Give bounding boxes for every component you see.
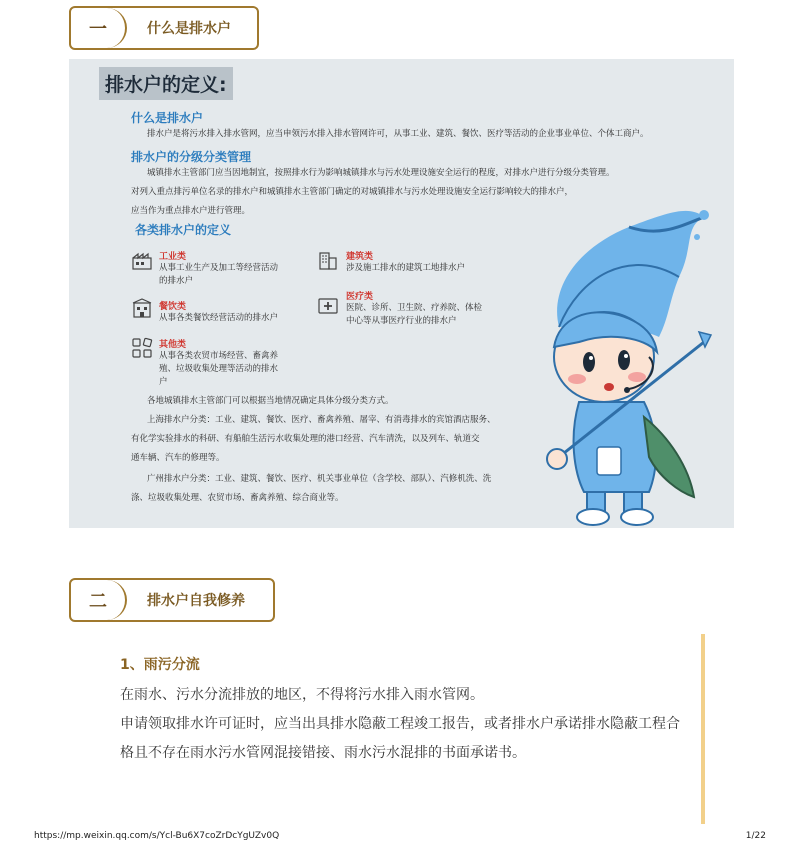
- section-number: 二: [71, 580, 127, 620]
- local-classification-line: 有化学实验排水的科研、有船舶生活污水收集处理的港口经营、汽车清洗，以及列车、轨道交: [131, 434, 480, 444]
- category-desc: [159, 312, 278, 325]
- category-desc-line: 的排水户: [159, 276, 194, 286]
- section-title: 什么是排水户: [147, 21, 231, 37]
- heading-what-is: 什么是排水户: [131, 111, 204, 125]
- building-icon: [317, 249, 339, 271]
- category-desc: [346, 302, 482, 328]
- category-name: 其他类: [159, 340, 187, 350]
- category-desc: [159, 262, 278, 288]
- category-desc-line: 从事工业生产及加工等经营活动: [159, 263, 279, 273]
- local-classification-line: 涤、垃圾收集处理、农贸市场、畜禽养殖、综合商业等。: [131, 493, 344, 503]
- category-desc-line: 户: [159, 377, 168, 387]
- factory-icon: [131, 249, 153, 271]
- restaurant-icon: [131, 297, 153, 319]
- heading-classification: 排水户的分级分类管理: [131, 150, 252, 164]
- category-name: 建筑类: [346, 252, 374, 262]
- category-desc-line: 从事各类农贸市场经营、畜禽养: [159, 351, 279, 361]
- paragraph: 申请领取排水许可证时，应当出具排水隐蔽工程竣工报告，或者排水户承诺排水隐蔽工程合格且不存在雨水污水管网混接错接、雨水污水混排的书面承诺书。: [120, 716, 680, 761]
- paragraph: 在雨水、污水分流排放的地区，不得将污水排入雨水管网。: [120, 687, 484, 703]
- medical-cross-icon: [317, 295, 339, 317]
- category-desc: [159, 350, 278, 389]
- category-name: 工业类: [159, 252, 187, 262]
- classification-line: 对列入重点排污单位名录的排水户和城镇排水主管部门确定的对城镇排水与污水处理设施安全运行影响较大的排水户，: [131, 187, 574, 197]
- local-classification-line: 上海排水户分类：工业、建筑、餐饮、医疗、畜禽养殖、屠宰、有消毒排水的宾馆酒店服务、: [147, 415, 496, 425]
- accent-bar: [701, 634, 705, 824]
- definition-infographic: [69, 59, 734, 528]
- category-desc-line: 涉及施工排水的建筑工地排水户: [346, 263, 466, 273]
- infographic-title: 排水户的定义:: [99, 67, 233, 100]
- section-header-1: [69, 6, 259, 50]
- category-name: 餐饮类: [159, 302, 187, 312]
- category-desc-line: 中心等从事医疗行业的排水户: [346, 316, 457, 326]
- category-desc-line: 殖、垃圾收集处理等活动的排水: [159, 364, 279, 374]
- classification-line: 应当作为重点排水户进行管理。: [131, 206, 251, 216]
- page-url: https://mp.weixin.qq.com/s/Ycl-Bu6X7coZrDcYgUZv0Q: [34, 831, 280, 841]
- definition-text: 排水户是将污水排入排水管网，应当申领污水排入排水管网许可，从事工业、建筑、餐饮、医疗等活动的企业事业单位、个体工商户。: [147, 129, 649, 139]
- category-desc-line: 医院、诊所、卫生院、疗养院、体检: [346, 303, 483, 313]
- classification-line: 城镇排水主管部门应当因地制宜，按照排水行为影响城镇排水与污水处理设施安全运行的程度，对排水户进行分级分类管理。: [147, 168, 615, 178]
- subsection-title: 1、雨污分流: [120, 657, 200, 673]
- category-desc: [346, 262, 465, 275]
- local-classification-line: 各地城镇排水主管部门可以根据当地情况确定具体分级分类方式。: [147, 396, 394, 406]
- local-classification-line: 广州排水户分类：工业、建筑、餐饮、医疗、机关事业单位（含学校、部队）、汽修机洗、洗: [147, 474, 492, 484]
- section-title: 排水户自我修养: [147, 593, 245, 609]
- category-desc-line: 从事各类餐饮经营活动的排水户: [159, 313, 279, 323]
- section-number: 一: [71, 8, 127, 48]
- grid-icon: [131, 337, 153, 359]
- category-name: 医疗类: [346, 292, 374, 302]
- section-header-2: [69, 578, 275, 622]
- local-classification-line: 通车辆、汽车的修理等。: [131, 453, 225, 463]
- heading-types: 各类排水户的定义: [135, 223, 232, 237]
- water-mascot-illustration: [519, 207, 734, 528]
- page-number: 1/22: [745, 831, 766, 841]
